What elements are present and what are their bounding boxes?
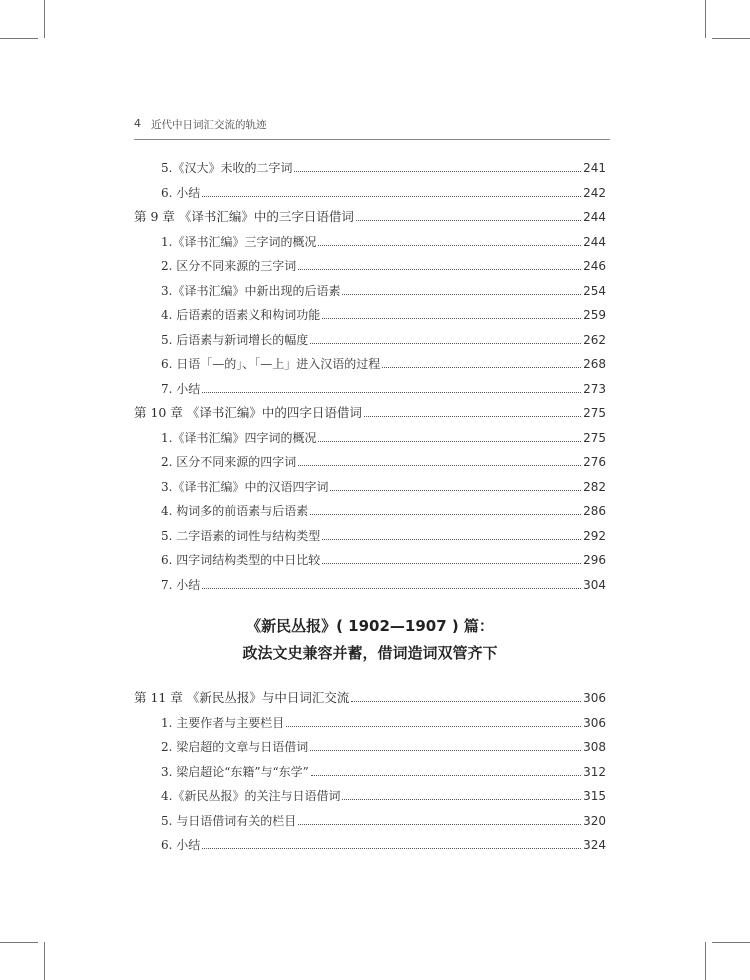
toc-section-entry[interactable] bbox=[134, 181, 606, 206]
toc-entry-title: 2. 区分不同来源的三字词 bbox=[161, 259, 297, 274]
toc-entry-page: 242 bbox=[583, 185, 606, 200]
crop-mark bbox=[712, 942, 750, 943]
part-heading bbox=[134, 614, 606, 666]
toc-entry-page: 276 bbox=[583, 455, 606, 470]
toc-entry-page: 292 bbox=[583, 528, 606, 543]
toc-section-entry[interactable] bbox=[134, 352, 606, 377]
dot-leader bbox=[202, 391, 581, 393]
toc-section-entry[interactable] bbox=[134, 377, 606, 402]
toc-section-entry[interactable] bbox=[134, 548, 606, 573]
toc-section-entry[interactable] bbox=[134, 303, 606, 328]
dot-leader bbox=[342, 293, 581, 295]
dot-leader bbox=[351, 700, 581, 702]
toc-entry-page: 262 bbox=[583, 332, 606, 347]
crop-mark bbox=[712, 38, 750, 39]
dot-leader bbox=[202, 195, 581, 197]
toc-chapter-entry[interactable] bbox=[134, 401, 606, 426]
toc-chapter-entry[interactable] bbox=[134, 205, 606, 230]
dot-leader bbox=[342, 798, 581, 800]
dot-leader bbox=[310, 749, 581, 751]
toc-entry-title: 5. 二字语素的词性与结构类型 bbox=[161, 528, 321, 543]
toc-entry-page: 306 bbox=[583, 691, 606, 706]
toc-chapter-entry[interactable] bbox=[134, 686, 606, 711]
toc-entry-title: 1.《译书汇编》三字词的概况 bbox=[161, 234, 317, 249]
book-title: 近代中日词汇交流的轨迹 bbox=[151, 119, 267, 131]
crop-mark bbox=[0, 38, 38, 39]
toc-entry-page: 241 bbox=[583, 161, 606, 176]
dot-leader bbox=[294, 170, 581, 172]
toc-section-entry[interactable] bbox=[134, 760, 606, 785]
dot-leader bbox=[202, 587, 581, 589]
dot-leader bbox=[318, 440, 581, 442]
toc-entry-title: 1. 主要作者与主要栏目 bbox=[161, 715, 285, 730]
toc-entry-title: 3. 梁启超论“东籍”与“东学” bbox=[161, 764, 309, 779]
toc-section-entry[interactable] bbox=[134, 573, 606, 598]
toc-entry-title: 3.《译书汇编》中新出现的后语素 bbox=[161, 283, 341, 298]
dot-leader bbox=[310, 513, 581, 515]
toc-entry-page: 312 bbox=[583, 764, 606, 779]
toc-list-bottom bbox=[134, 686, 606, 858]
running-header bbox=[134, 117, 610, 140]
toc-section-entry[interactable] bbox=[134, 833, 606, 858]
toc-entry-title: 第 10 章 《译书汇编》中的四字日语借词 bbox=[134, 405, 362, 420]
toc-section-entry[interactable] bbox=[134, 809, 606, 834]
toc-entry-page: 315 bbox=[583, 789, 606, 804]
dot-leader bbox=[364, 415, 581, 417]
toc-entry-page: 268 bbox=[583, 357, 606, 372]
dot-leader bbox=[286, 725, 581, 727]
toc-entry-title: 5. 与日语借词有关的栏目 bbox=[161, 813, 297, 828]
dot-leader bbox=[202, 847, 581, 849]
toc-entry-title: 第 9 章 《译书汇编》中的三字日语借词 bbox=[134, 209, 354, 224]
dot-leader bbox=[298, 268, 581, 270]
toc-entry-page: 308 bbox=[583, 740, 606, 755]
toc-entry-page: 275 bbox=[583, 430, 606, 445]
toc-entry-title: 7. 小结 bbox=[161, 381, 201, 396]
toc-section-entry[interactable] bbox=[134, 426, 606, 451]
toc-section-entry[interactable] bbox=[134, 711, 606, 736]
dot-leader bbox=[298, 464, 581, 466]
toc-entry-page: 275 bbox=[583, 406, 606, 421]
dot-leader bbox=[322, 562, 581, 564]
dot-leader bbox=[318, 244, 581, 246]
crop-mark bbox=[44, 942, 45, 980]
dot-leader bbox=[311, 774, 581, 776]
dot-leader bbox=[330, 489, 581, 491]
toc-entry-title: 7. 小结 bbox=[161, 577, 201, 592]
toc-section-entry[interactable] bbox=[134, 450, 606, 475]
toc-entry-page: 320 bbox=[583, 813, 606, 828]
crop-mark bbox=[0, 942, 38, 943]
toc-section-entry[interactable] bbox=[134, 156, 606, 181]
toc-entry-title: 6. 小结 bbox=[161, 185, 201, 200]
toc-list-top bbox=[134, 156, 606, 597]
toc-section-entry[interactable] bbox=[134, 254, 606, 279]
toc-section-entry[interactable] bbox=[134, 735, 606, 760]
toc-entry-page: 304 bbox=[583, 577, 606, 592]
toc-entry-page: 246 bbox=[583, 259, 606, 274]
toc-entry-page: 306 bbox=[583, 715, 606, 730]
toc-entry-page: 259 bbox=[583, 308, 606, 323]
dot-leader bbox=[310, 342, 581, 344]
toc-entry-page: 244 bbox=[583, 234, 606, 249]
dot-leader bbox=[356, 219, 581, 221]
toc-entry-page: 244 bbox=[583, 210, 606, 225]
toc-section-entry[interactable] bbox=[134, 524, 606, 549]
crop-mark bbox=[705, 0, 706, 38]
toc-entry-page: 282 bbox=[583, 479, 606, 494]
toc-entry-page: 286 bbox=[583, 504, 606, 519]
toc-entry-title: 5. 后语素与新词增长的幅度 bbox=[161, 332, 309, 347]
toc-entry-page: 273 bbox=[583, 381, 606, 396]
toc-entry-title: 1.《译书汇编》四字词的概况 bbox=[161, 430, 317, 445]
toc-entry-page: 254 bbox=[583, 283, 606, 298]
toc-entry-title: 2. 梁启超的文章与日语借词 bbox=[161, 740, 309, 755]
crop-mark bbox=[44, 0, 45, 38]
toc-entry-title: 5.《汉大》未收的二字词 bbox=[161, 161, 293, 176]
toc-entry-title: 4.《新民丛报》的关注与日语借词 bbox=[161, 789, 341, 804]
part-heading-title: 《新民丛报》( 1902—1907 ) 篇： bbox=[246, 617, 494, 635]
toc-section-entry[interactable] bbox=[134, 279, 606, 304]
toc-entry-title: 4. 构词多的前语素与后语素 bbox=[161, 504, 309, 519]
dot-leader bbox=[382, 366, 581, 368]
dot-leader bbox=[298, 823, 581, 825]
toc-entry-title: 3.《译书汇编》中的汉语四字词 bbox=[161, 479, 329, 494]
page-number: 4 bbox=[134, 117, 141, 130]
toc-section-entry[interactable] bbox=[134, 475, 606, 500]
toc-section-entry[interactable] bbox=[134, 499, 606, 524]
toc-entry-title: 6. 小结 bbox=[161, 838, 201, 853]
crop-mark bbox=[705, 942, 706, 980]
toc-entry-page: 324 bbox=[583, 838, 606, 853]
toc-entry-title: 4. 后语素的语素义和构词功能 bbox=[161, 308, 321, 323]
dot-leader bbox=[322, 317, 581, 319]
toc-entry-title: 2. 区分不同来源的四字词 bbox=[161, 455, 297, 470]
toc-entry-title: 第 11 章 《新民丛报》与中日词汇交流 bbox=[134, 690, 350, 705]
dot-leader bbox=[322, 538, 581, 540]
toc-entry-title: 6. 四字词结构类型的中日比较 bbox=[161, 553, 321, 568]
toc-entry-page: 296 bbox=[583, 553, 606, 568]
part-heading-subtitle: 政法文史兼容并蓄，借词造词双管齐下 bbox=[242, 644, 498, 662]
toc-entry-title: 6. 日语「—的」、「—上」进入汉语的过程 bbox=[161, 357, 381, 372]
toc-section-entry[interactable] bbox=[134, 328, 606, 353]
toc-section-entry[interactable] bbox=[134, 230, 606, 255]
toc-section-entry[interactable] bbox=[134, 784, 606, 809]
